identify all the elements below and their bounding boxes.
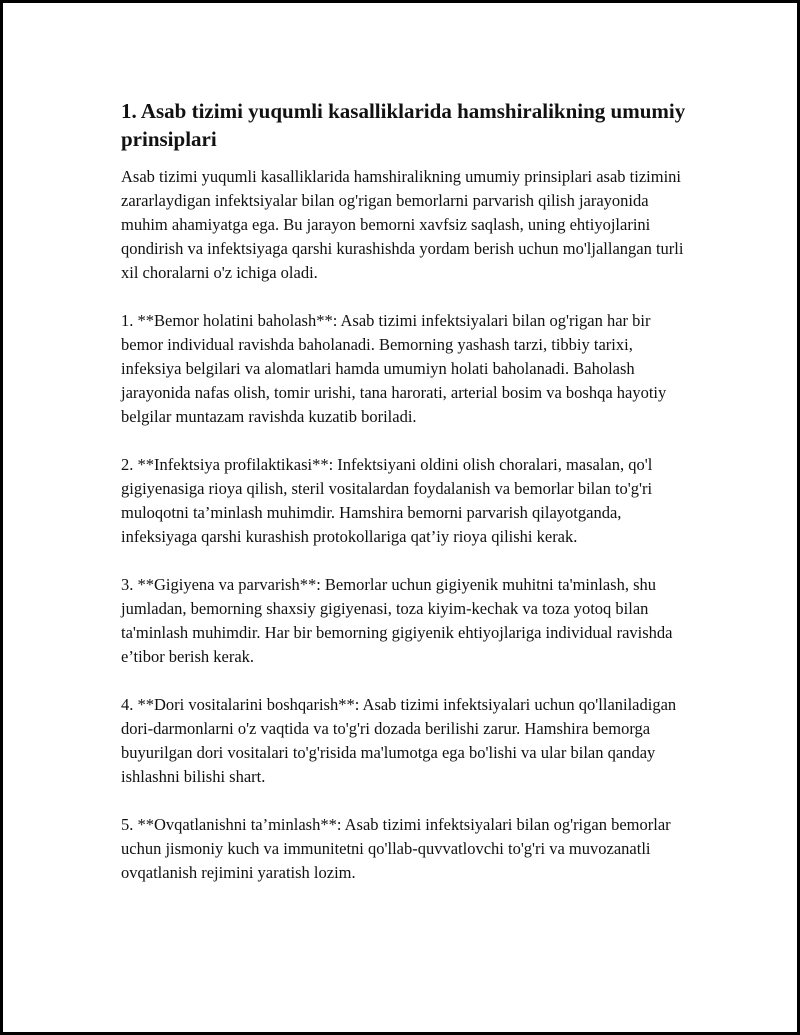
- paragraph-nutrition: 5. **Ovqatlanishni ta’minlash**: Asab tizimi infektsiyalari bilan og'rigan bemorlar uchun jismoniy kuch va immunitetni qo'llab-quvvatlovchi to'g'ri va muvozanatli ovqatlanish rejimini yaratish lozim.: [121, 815, 671, 882]
- document-title: 1. Asab tizimi yuqumli kasalliklarida hamshiralikning umumiy prinsiplari: [121, 99, 686, 151]
- paragraph-patient-assessment: 1. **Bemor holatini baholash**: Asab tizimi infektsiyalari bilan og'rigan har bir bemor individual ravishda baholanadi. Bemorning yashash tarzi, tibbiy tarixi, infeksiya belgilari va alomatlari hamda umumiyn holati baholanadi. Baholash jarayonida nafas olish, tomir urishi, tana harorati, arterial bosim va boshqa hayotiy belgilar muntazam ravishda kuzatib boriladi.: [121, 311, 667, 426]
- intro-paragraph: Asab tizimi yuqumli kasalliklarida hamshiralikning umumiy prinsiplari asab tizimini zararlaydigan infektsiyalar bilan og'rigan bemorlarni parvarish qilish jarayonida muhim ahamiyatga ega. Bu jarayon bemorni xavfsiz saqlash, uning ehtiyojlarini qondirish va infektsiyaga qarshi kurashishda yordam berish uchun mo'ljallangan turli xil choralarni o'z ichiga oladi.: [121, 167, 684, 282]
- paragraph-medication-management: 4. **Dori vositalarini boshqarish**: Asab tizimi infektsiyalari uchun qo'llaniladigan dori-darmonlarni o'z vaqtida va to'g'ri dozada berilishi zarur. Hamshira bemorga buyurilgan dori vositalari to'g'risida ma'lumotga ega bo'lishi va ular bilan qanday ishlashni bilishi shart.: [121, 695, 677, 786]
- paragraph-infection-prevention: 2. **Infektsiya profilaktikasi**: Infektsiyani oldini olish choralari, masalan, qo'l gigiyenasiga rioya qilish, steril vositalardan foydalanish va bemorlar bilan to'g'ri muloqotni ta’minlash muhimdir. Hamshira bemorni parvarish qilayotganda, infeksiyaga qarshi kurashish protokollariga qat’iy rioya qilishi kerak.: [121, 455, 653, 546]
- document-body: [121, 97, 691, 909]
- paragraph-hygiene-care: 3. **Gigiyena va parvarish**: Bemorlar uchun gigiyenik muhitni ta'minlash, shu jumladan, bemorning shaxsiy gigiyenasi, toza kiyim-kechak va toza yotoq bilan ta'minlash muhimdir. Har bir bemorning gigiyenik ehtiyojlariga individual ravishda e’tibor berish kerak.: [121, 575, 673, 666]
